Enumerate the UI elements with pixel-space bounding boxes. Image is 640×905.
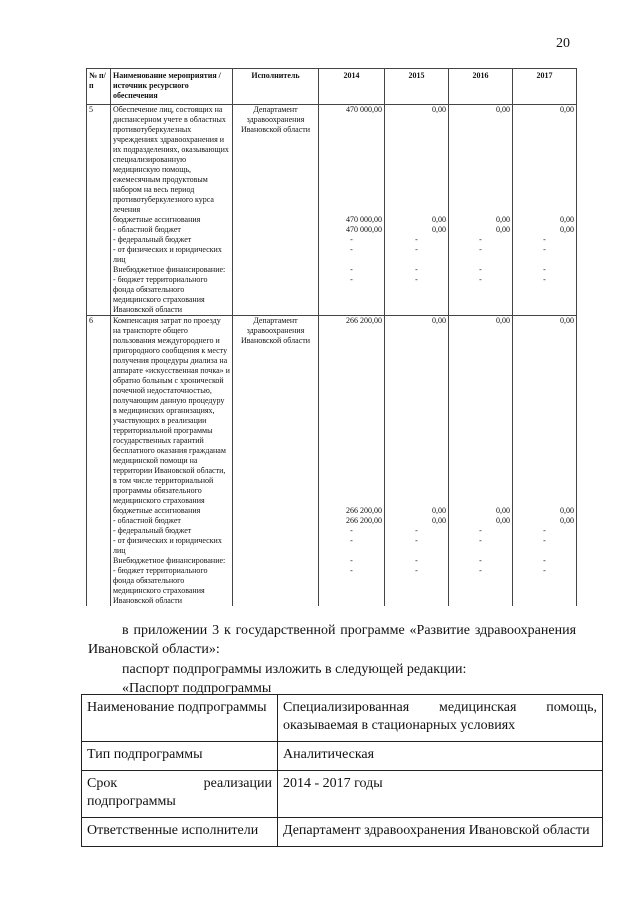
paragraph-passport-title: «Паспорт подпрограммы xyxy=(122,681,272,696)
subrow-executor-empty xyxy=(233,245,319,265)
subrow-value-2015: - xyxy=(385,536,449,556)
subrow-value-2016: 0,00 xyxy=(449,215,513,225)
table-subrow xyxy=(87,245,577,265)
row-activity-name: Компенсация затрат по проезду на транспорте общего пользования междугороднего и пригородного сообщения к месту получения процедуры диализа на аппарате «искусственная почка» и обратно больным с хронической почечной недостаточностью, получающим данную процедуру в медицинских организациях, участвующих в реализации территориальной программы государственных гарантий бесплатного оказания гражданам медицинской помощи на территории Ивановской области, в том числе территориальной программы обязательного медицинского страхования xyxy=(111,316,233,507)
subrow-value-2016: 0,00 xyxy=(449,506,513,516)
table-subrow xyxy=(87,526,577,536)
subrow-executor-empty xyxy=(233,536,319,556)
subrow-value-2017: 0,00 xyxy=(513,225,577,235)
header-2015: 2015 xyxy=(385,69,449,105)
header-2014: 2014 xyxy=(319,69,385,105)
subrow-num-empty xyxy=(87,245,111,265)
passport-name-key: Наименование подпрограммы xyxy=(82,695,278,742)
table-row xyxy=(87,105,577,216)
subrow-num-empty xyxy=(87,536,111,556)
subrow-value-2014: - xyxy=(319,556,385,566)
subrow-source-label: бюджетные ассигнования xyxy=(111,506,233,516)
subrow-executor-empty xyxy=(233,275,319,316)
subrow-num-empty xyxy=(87,235,111,245)
passport-term-key-2: реализации xyxy=(203,776,272,791)
subrow-value-2014: 266 200,00 xyxy=(319,516,385,526)
subrow-value-2014: - xyxy=(319,235,385,245)
passport-term-key-3: подпрограммы xyxy=(87,794,176,809)
table-header-row xyxy=(87,69,577,105)
subrow-value-2014: - xyxy=(319,265,385,275)
passport-row-responsible xyxy=(82,818,603,847)
subrow-value-2016: 0,00 xyxy=(449,516,513,526)
subrow-value-2017: - xyxy=(513,556,577,566)
subrow-source-label: - областной бюджет xyxy=(111,516,233,526)
subrow-value-2016: - xyxy=(449,526,513,536)
row-value-2015: 0,00 xyxy=(385,105,449,216)
row-number: 6 xyxy=(87,316,111,507)
subrow-value-2017: 0,00 xyxy=(513,516,577,526)
subrow-value-2016: - xyxy=(449,265,513,275)
subrow-value-2015: - xyxy=(385,566,449,606)
subrow-source-label: - федеральный бюджет xyxy=(111,526,233,536)
table-row xyxy=(87,316,577,507)
subrow-num-empty xyxy=(87,566,111,606)
row-activity-name: Обеспечение лиц, состоящих на диспансерном учете в областных противотуберкулезных учреждениях здравоохранения и их подразделениях, оказывающих специализированную медицинскую помощь, ежемесячным продуктовым набором на весь период противотуберкулезного курса лечения xyxy=(111,105,233,216)
subrow-value-2016: - xyxy=(449,245,513,265)
header-2016: 2016 xyxy=(449,69,513,105)
row-executor: Департамент здравоохранения Ивановской области xyxy=(233,105,319,216)
subrow-value-2014: 266 200,00 xyxy=(319,506,385,516)
table-subrow xyxy=(87,235,577,245)
row-value-2014: 470 000,00 xyxy=(319,105,385,216)
paragraph-passport-edit: паспорт подпрограммы изложить в следующей редакции: xyxy=(122,662,467,677)
header-2017: 2017 xyxy=(513,69,577,105)
subrow-value-2014: - xyxy=(319,536,385,556)
table-subrow xyxy=(87,215,577,225)
subrow-value-2014: 470 000,00 xyxy=(319,215,385,225)
subrow-value-2014: - xyxy=(319,566,385,606)
subrow-value-2017: - xyxy=(513,275,577,316)
header-name: Наименование мероприятия / источник ресурсного обеспечения xyxy=(111,69,233,105)
row-value-2017: 0,00 xyxy=(513,316,577,507)
subrow-value-2015: - xyxy=(385,556,449,566)
subrow-num-empty xyxy=(87,516,111,526)
subrow-value-2017: 0,00 xyxy=(513,215,577,225)
subrow-executor-empty xyxy=(233,516,319,526)
subrow-value-2015: - xyxy=(385,235,449,245)
subrow-value-2015: - xyxy=(385,265,449,275)
subrow-num-empty xyxy=(87,225,111,235)
passport-name-value: Специализированная медицинская помощь, оказываемая в стационарных условиях xyxy=(278,695,603,742)
row-number: 5 xyxy=(87,105,111,216)
subrow-value-2015: 0,00 xyxy=(385,215,449,225)
table-subrow xyxy=(87,275,577,316)
subrow-value-2016: - xyxy=(449,235,513,245)
subrow-value-2014: - xyxy=(319,526,385,536)
subrow-num-empty xyxy=(87,275,111,316)
subrow-value-2014: - xyxy=(319,245,385,265)
paragraph-appendix-line1: в приложении 3 к государственной программе «Развитие xyxy=(122,623,471,638)
activities-table xyxy=(86,68,577,606)
passport-table xyxy=(81,694,603,847)
subrow-value-2015: 0,00 xyxy=(385,516,449,526)
row-executor: Департамент здравоохранения Ивановской области xyxy=(233,316,319,507)
subrow-num-empty xyxy=(87,506,111,516)
subrow-source-label: бюджетные ассигнования xyxy=(111,215,233,225)
subrow-num-empty xyxy=(87,265,111,275)
row-value-2015: 0,00 xyxy=(385,316,449,507)
header-executor: Исполнитель xyxy=(233,69,319,105)
subrow-executor-empty xyxy=(233,235,319,245)
subrow-value-2017: - xyxy=(513,265,577,275)
page-number: 20 xyxy=(556,36,570,51)
passport-row-term xyxy=(82,771,603,818)
subrow-value-2017: - xyxy=(513,536,577,556)
subrow-executor-empty xyxy=(233,225,319,235)
row-value-2014: 266 200,00 xyxy=(319,316,385,507)
table-subrow xyxy=(87,225,577,235)
passport-row-type xyxy=(82,742,603,771)
subrow-value-2014: - xyxy=(319,275,385,316)
table-subrow xyxy=(87,536,577,556)
subrow-value-2015: 0,00 xyxy=(385,225,449,235)
passport-row-name xyxy=(82,695,603,742)
passport-responsible-value: Департамент здравоохранения Ивановской области xyxy=(278,818,603,847)
subrow-value-2017: - xyxy=(513,566,577,606)
subrow-num-empty xyxy=(87,215,111,225)
subrow-num-empty xyxy=(87,526,111,536)
table-subrow xyxy=(87,516,577,526)
table-subrow xyxy=(87,506,577,516)
subrow-executor-empty xyxy=(233,566,319,606)
subrow-source-label: - от физических и юридических лиц xyxy=(111,536,233,556)
subrow-value-2016: - xyxy=(449,566,513,606)
row-value-2016: 0,00 xyxy=(449,105,513,216)
subrow-executor-empty xyxy=(233,556,319,566)
subrow-value-2016: - xyxy=(449,536,513,556)
subrow-num-empty xyxy=(87,556,111,566)
subrow-source-label: - федеральный бюджет xyxy=(111,235,233,245)
passport-type-value: Аналитическая xyxy=(278,742,603,771)
passport-term-value: 2014 - 2017 годы xyxy=(278,771,603,818)
passport-term-key-1: Срок xyxy=(87,776,118,791)
subrow-source-label: Внебюджетное финансирование: xyxy=(111,556,233,566)
subrow-value-2016: 0,00 xyxy=(449,225,513,235)
subrow-value-2017: - xyxy=(513,526,577,536)
paragraph-appendix xyxy=(88,621,576,659)
subrow-value-2015: - xyxy=(385,526,449,536)
paragraph-appendix-line2: здравоохранения Ивановской области»: xyxy=(88,623,577,657)
subrow-value-2017: - xyxy=(513,245,577,265)
passport-type-key: Тип подпрограммы xyxy=(82,742,278,771)
subrow-value-2015: - xyxy=(385,245,449,265)
subrow-source-label: - областной бюджет xyxy=(111,225,233,235)
passport-term-key xyxy=(82,771,278,818)
row-value-2016: 0,00 xyxy=(449,316,513,507)
subrow-executor-empty xyxy=(233,215,319,225)
row-value-2017: 0,00 xyxy=(513,105,577,216)
subrow-executor-empty xyxy=(233,526,319,536)
table-subrow xyxy=(87,265,577,275)
subrow-value-2015: - xyxy=(385,275,449,316)
subrow-source-label: Внебюджетное финансирование: xyxy=(111,265,233,275)
subrow-executor-empty xyxy=(233,265,319,275)
subrow-value-2016: - xyxy=(449,275,513,316)
table-subrow xyxy=(87,566,577,606)
header-num: № п/п xyxy=(87,69,111,105)
passport-responsible-key: Ответственные исполнители xyxy=(82,818,278,847)
table-subrow xyxy=(87,556,577,566)
subrow-source-label: - от физических и юридических лиц xyxy=(111,245,233,265)
subrow-value-2017: 0,00 xyxy=(513,506,577,516)
subrow-value-2015: 0,00 xyxy=(385,506,449,516)
subrow-executor-empty xyxy=(233,506,319,516)
subrow-source-label: - бюджет территориального фонда обязательного медицинского страхования Ивановской области xyxy=(111,566,233,606)
subrow-value-2017: - xyxy=(513,235,577,245)
subrow-value-2014: 470 000,00 xyxy=(319,225,385,235)
subrow-value-2016: - xyxy=(449,556,513,566)
subrow-source-label: - бюджет территориального фонда обязательного медицинского страхования Ивановской области xyxy=(111,275,233,316)
